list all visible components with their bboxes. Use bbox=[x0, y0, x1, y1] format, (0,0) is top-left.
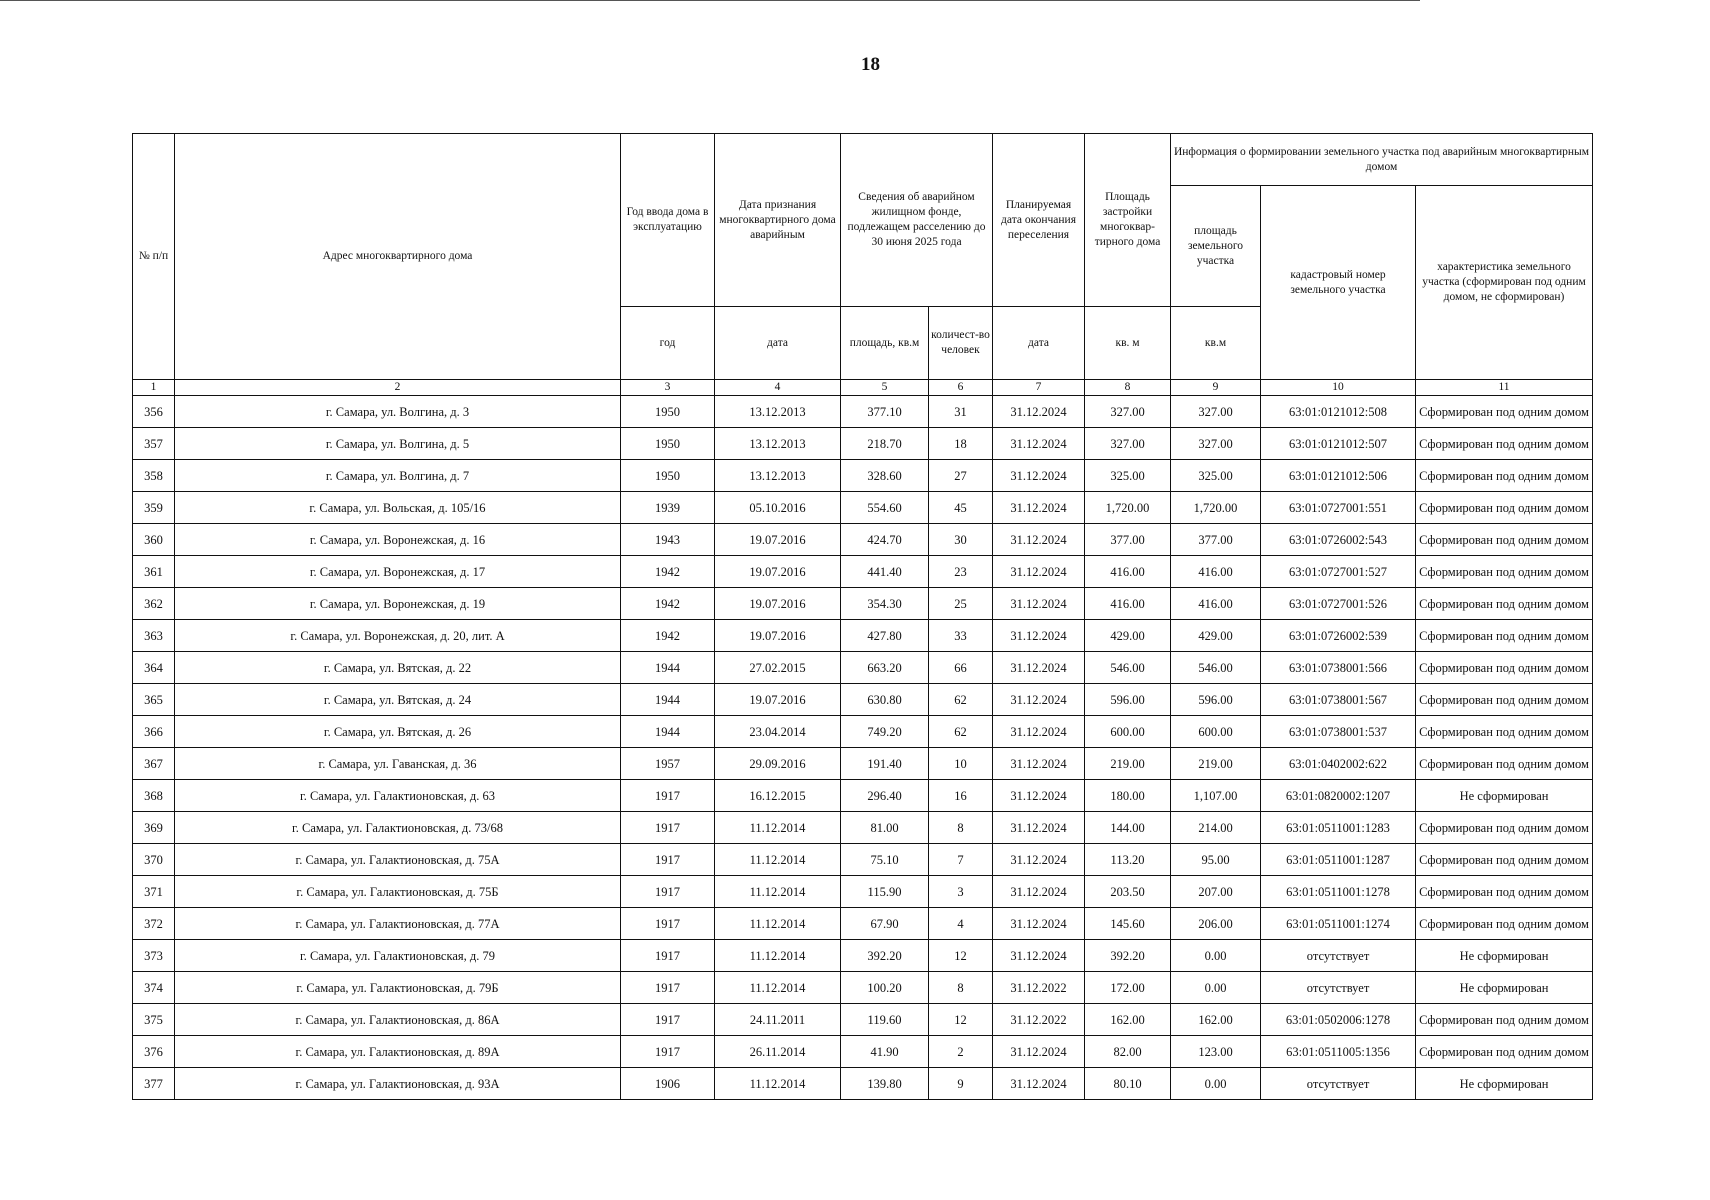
year-cell: 1942 bbox=[621, 588, 715, 620]
year-cell: 1917 bbox=[621, 940, 715, 972]
date-cell: 13.12.2013 bbox=[715, 428, 841, 460]
building-area-cell: 327.00 bbox=[1085, 428, 1171, 460]
land-area-cell: 327.00 bbox=[1171, 396, 1261, 428]
characteristic-cell: Сформирован под одним домом bbox=[1416, 460, 1593, 492]
cadastral-cell: 63:01:0727001:527 bbox=[1261, 556, 1416, 588]
year-cell: 1950 bbox=[621, 460, 715, 492]
row-number: 369 bbox=[133, 812, 175, 844]
people-cell: 25 bbox=[929, 588, 993, 620]
building-area-cell: 416.00 bbox=[1085, 556, 1171, 588]
column-number: 5 bbox=[841, 380, 929, 396]
area-cell: 67.90 bbox=[841, 908, 929, 940]
cadastral-cell: 63:01:0738001:567 bbox=[1261, 684, 1416, 716]
area-cell: 554.60 bbox=[841, 492, 929, 524]
characteristic-cell: Сформирован под одним домом bbox=[1416, 684, 1593, 716]
table-row bbox=[133, 684, 1593, 716]
header-unit-sqm: кв. м bbox=[1085, 307, 1171, 380]
table-row bbox=[133, 908, 1593, 940]
land-area-cell: 416.00 bbox=[1171, 556, 1261, 588]
address-cell: г. Самара, ул. Галактионовская, д. 73/68 bbox=[175, 812, 621, 844]
people-cell: 12 bbox=[929, 1004, 993, 1036]
address-cell: г. Самара, ул. Вятская, д. 24 bbox=[175, 684, 621, 716]
area-cell: 41.90 bbox=[841, 1036, 929, 1068]
land-area-cell: 0.00 bbox=[1171, 940, 1261, 972]
land-area-cell: 325.00 bbox=[1171, 460, 1261, 492]
characteristic-cell: Сформирован под одним домом bbox=[1416, 428, 1593, 460]
area-cell: 427.80 bbox=[841, 620, 929, 652]
table-row bbox=[133, 812, 1593, 844]
header-unit-date2: дата bbox=[993, 307, 1085, 380]
date-cell: 19.07.2016 bbox=[715, 556, 841, 588]
date-cell: 19.07.2016 bbox=[715, 684, 841, 716]
page-number: 18 bbox=[861, 54, 880, 75]
date-cell: 11.12.2014 bbox=[715, 876, 841, 908]
table-row bbox=[133, 1004, 1593, 1036]
characteristic-cell: Сформирован под одним домом bbox=[1416, 556, 1593, 588]
land-area-cell: 1,107.00 bbox=[1171, 780, 1261, 812]
land-area-cell: 600.00 bbox=[1171, 716, 1261, 748]
table-row bbox=[133, 588, 1593, 620]
cadastral-cell: 63:01:0726002:543 bbox=[1261, 524, 1416, 556]
building-area-cell: 392.20 bbox=[1085, 940, 1171, 972]
land-area-cell: 416.00 bbox=[1171, 588, 1261, 620]
planned-date-cell: 31.12.2024 bbox=[993, 844, 1085, 876]
date-cell: 19.07.2016 bbox=[715, 588, 841, 620]
year-cell: 1943 bbox=[621, 524, 715, 556]
header-planned-end: Планируемая дата окончания переселения bbox=[993, 134, 1085, 307]
year-cell: 1944 bbox=[621, 652, 715, 684]
date-cell: 11.12.2014 bbox=[715, 908, 841, 940]
planned-date-cell: 31.12.2024 bbox=[993, 1068, 1085, 1100]
cadastral-cell: 63:01:0511001:1283 bbox=[1261, 812, 1416, 844]
row-number: 360 bbox=[133, 524, 175, 556]
building-area-cell: 596.00 bbox=[1085, 684, 1171, 716]
cadastral-cell: 63:01:0820002:1207 bbox=[1261, 780, 1416, 812]
planned-date-cell: 31.12.2024 bbox=[993, 780, 1085, 812]
planned-date-cell: 31.12.2022 bbox=[993, 1004, 1085, 1036]
cadastral-cell: 63:01:0502006:1278 bbox=[1261, 1004, 1416, 1036]
characteristic-cell: Сформирован под одним домом bbox=[1416, 652, 1593, 684]
date-cell: 11.12.2014 bbox=[715, 940, 841, 972]
building-area-cell: 219.00 bbox=[1085, 748, 1171, 780]
characteristic-cell: Не сформирован bbox=[1416, 1068, 1593, 1100]
date-cell: 27.02.2015 bbox=[715, 652, 841, 684]
address-cell: г. Самара, ул. Волгина, д. 7 bbox=[175, 460, 621, 492]
header-number: № п/п bbox=[133, 134, 175, 380]
characteristic-cell: Не сформирован bbox=[1416, 780, 1593, 812]
building-area-cell: 80.10 bbox=[1085, 1068, 1171, 1100]
land-area-cell: 95.00 bbox=[1171, 844, 1261, 876]
column-number: 9 bbox=[1171, 380, 1261, 396]
people-cell: 16 bbox=[929, 780, 993, 812]
building-area-cell: 325.00 bbox=[1085, 460, 1171, 492]
building-area-cell: 546.00 bbox=[1085, 652, 1171, 684]
year-cell: 1942 bbox=[621, 556, 715, 588]
planned-date-cell: 31.12.2024 bbox=[993, 1036, 1085, 1068]
table-row bbox=[133, 748, 1593, 780]
address-cell: г. Самара, ул. Волгина, д. 3 bbox=[175, 396, 621, 428]
emergency-housing-table bbox=[132, 133, 1593, 1100]
row-number: 366 bbox=[133, 716, 175, 748]
address-cell: г. Самара, ул. Галактионовская, д. 79Б bbox=[175, 972, 621, 1004]
building-area-cell: 162.00 bbox=[1085, 1004, 1171, 1036]
building-area-cell: 327.00 bbox=[1085, 396, 1171, 428]
row-number: 373 bbox=[133, 940, 175, 972]
planned-date-cell: 31.12.2024 bbox=[993, 716, 1085, 748]
planned-date-cell: 31.12.2024 bbox=[993, 588, 1085, 620]
table-row bbox=[133, 972, 1593, 1004]
land-area-cell: 219.00 bbox=[1171, 748, 1261, 780]
row-number: 364 bbox=[133, 652, 175, 684]
land-area-cell: 377.00 bbox=[1171, 524, 1261, 556]
area-cell: 119.60 bbox=[841, 1004, 929, 1036]
address-cell: г. Самара, ул. Вятская, д. 22 bbox=[175, 652, 621, 684]
characteristic-cell: Не сформирован bbox=[1416, 940, 1593, 972]
header-unit-year: год bbox=[621, 307, 715, 380]
people-cell: 23 bbox=[929, 556, 993, 588]
people-cell: 3 bbox=[929, 876, 993, 908]
characteristic-cell: Сформирован под одним домом bbox=[1416, 1036, 1593, 1068]
column-number-row bbox=[133, 380, 1593, 396]
characteristic-cell: Сформирован под одним домом bbox=[1416, 396, 1593, 428]
date-cell: 05.10.2016 bbox=[715, 492, 841, 524]
date-cell: 16.12.2015 bbox=[715, 780, 841, 812]
header-land-info: Информация о формировании земельного участка под аварийным многоквартирным домом bbox=[1171, 134, 1593, 186]
row-number: 358 bbox=[133, 460, 175, 492]
column-number: 1 bbox=[133, 380, 175, 396]
header-unit-people: количест-во человек bbox=[929, 307, 993, 380]
planned-date-cell: 31.12.2024 bbox=[993, 940, 1085, 972]
table-row bbox=[133, 652, 1593, 684]
building-area-cell: 203.50 bbox=[1085, 876, 1171, 908]
building-area-cell: 144.00 bbox=[1085, 812, 1171, 844]
row-number: 356 bbox=[133, 396, 175, 428]
planned-date-cell: 31.12.2024 bbox=[993, 524, 1085, 556]
cadastral-cell: отсутствует bbox=[1261, 940, 1416, 972]
cadastral-cell: 63:01:0738001:537 bbox=[1261, 716, 1416, 748]
page-top-rule bbox=[0, 0, 1420, 1]
people-cell: 62 bbox=[929, 684, 993, 716]
building-area-cell: 1,720.00 bbox=[1085, 492, 1171, 524]
year-cell: 1917 bbox=[621, 908, 715, 940]
row-number: 372 bbox=[133, 908, 175, 940]
address-cell: г. Самара, ул. Галактионовская, д. 77А bbox=[175, 908, 621, 940]
cadastral-cell: 63:01:0511001:1287 bbox=[1261, 844, 1416, 876]
header-building-area: Площадь застройки многоквар-тирного дома bbox=[1085, 134, 1171, 307]
characteristic-cell: Сформирован под одним домом bbox=[1416, 908, 1593, 940]
cadastral-cell: отсутствует bbox=[1261, 1068, 1416, 1100]
people-cell: 4 bbox=[929, 908, 993, 940]
year-cell: 1917 bbox=[621, 844, 715, 876]
building-area-cell: 82.00 bbox=[1085, 1036, 1171, 1068]
characteristic-cell: Не сформирован bbox=[1416, 972, 1593, 1004]
address-cell: г. Самара, ул. Галактионовская, д. 86А bbox=[175, 1004, 621, 1036]
row-number: 361 bbox=[133, 556, 175, 588]
row-number: 368 bbox=[133, 780, 175, 812]
column-number: 4 bbox=[715, 380, 841, 396]
date-cell: 11.12.2014 bbox=[715, 812, 841, 844]
column-number: 6 bbox=[929, 380, 993, 396]
row-number: 377 bbox=[133, 1068, 175, 1100]
address-cell: г. Самара, ул. Галактионовская, д. 63 bbox=[175, 780, 621, 812]
date-cell: 13.12.2013 bbox=[715, 460, 841, 492]
building-area-cell: 377.00 bbox=[1085, 524, 1171, 556]
table-row bbox=[133, 492, 1593, 524]
area-cell: 424.70 bbox=[841, 524, 929, 556]
table-row bbox=[133, 556, 1593, 588]
building-area-cell: 429.00 bbox=[1085, 620, 1171, 652]
cadastral-cell: 63:01:0726002:539 bbox=[1261, 620, 1416, 652]
people-cell: 66 bbox=[929, 652, 993, 684]
column-number: 3 bbox=[621, 380, 715, 396]
table-body bbox=[133, 396, 1593, 1100]
row-number: 357 bbox=[133, 428, 175, 460]
date-cell: 19.07.2016 bbox=[715, 524, 841, 556]
people-cell: 33 bbox=[929, 620, 993, 652]
row-number: 365 bbox=[133, 684, 175, 716]
row-number: 371 bbox=[133, 876, 175, 908]
cadastral-cell: 63:01:0511005:1356 bbox=[1261, 1036, 1416, 1068]
characteristic-cell: Сформирован под одним домом bbox=[1416, 748, 1593, 780]
characteristic-cell: Сформирован под одним домом bbox=[1416, 524, 1593, 556]
people-cell: 10 bbox=[929, 748, 993, 780]
address-cell: г. Самара, ул. Воронежская, д. 20, лит. А bbox=[175, 620, 621, 652]
address-cell: г. Самара, ул. Воронежская, д. 17 bbox=[175, 556, 621, 588]
date-cell: 11.12.2014 bbox=[715, 844, 841, 876]
table-row bbox=[133, 716, 1593, 748]
year-cell: 1957 bbox=[621, 748, 715, 780]
area-cell: 296.40 bbox=[841, 780, 929, 812]
area-cell: 100.20 bbox=[841, 972, 929, 1004]
row-number: 367 bbox=[133, 748, 175, 780]
year-cell: 1917 bbox=[621, 876, 715, 908]
header-address: Адрес многоквартирного дома bbox=[175, 134, 621, 380]
people-cell: 12 bbox=[929, 940, 993, 972]
date-cell: 19.07.2016 bbox=[715, 620, 841, 652]
people-cell: 2 bbox=[929, 1036, 993, 1068]
planned-date-cell: 31.12.2024 bbox=[993, 460, 1085, 492]
address-cell: г. Самара, ул. Галактионовская, д. 79 bbox=[175, 940, 621, 972]
planned-date-cell: 31.12.2024 bbox=[993, 428, 1085, 460]
table-row bbox=[133, 620, 1593, 652]
planned-date-cell: 31.12.2024 bbox=[993, 396, 1085, 428]
cadastral-cell: отсутствует bbox=[1261, 972, 1416, 1004]
row-number: 375 bbox=[133, 1004, 175, 1036]
area-cell: 749.20 bbox=[841, 716, 929, 748]
address-cell: г. Самара, ул. Воронежская, д. 16 bbox=[175, 524, 621, 556]
date-cell: 26.11.2014 bbox=[715, 1036, 841, 1068]
address-cell: г. Самара, ул. Вятская, д. 26 bbox=[175, 716, 621, 748]
address-cell: г. Самара, ул. Гаванская, д. 36 bbox=[175, 748, 621, 780]
planned-date-cell: 31.12.2024 bbox=[993, 876, 1085, 908]
people-cell: 27 bbox=[929, 460, 993, 492]
header-emergency-info: Сведения об аварийном жилищном фонде, подлежащем расселению до 30 июня 2025 года bbox=[841, 134, 993, 307]
planned-date-cell: 31.12.2024 bbox=[993, 684, 1085, 716]
cadastral-cell: 63:01:0121012:506 bbox=[1261, 460, 1416, 492]
area-cell: 191.40 bbox=[841, 748, 929, 780]
building-area-cell: 145.60 bbox=[1085, 908, 1171, 940]
date-cell: 24.11.2011 bbox=[715, 1004, 841, 1036]
row-number: 363 bbox=[133, 620, 175, 652]
cadastral-cell: 63:01:0727001:551 bbox=[1261, 492, 1416, 524]
planned-date-cell: 31.12.2022 bbox=[993, 972, 1085, 1004]
people-cell: 62 bbox=[929, 716, 993, 748]
people-cell: 45 bbox=[929, 492, 993, 524]
area-cell: 663.20 bbox=[841, 652, 929, 684]
year-cell: 1944 bbox=[621, 716, 715, 748]
area-cell: 218.70 bbox=[841, 428, 929, 460]
column-number: 2 bbox=[175, 380, 621, 396]
cadastral-cell: 63:01:0121012:508 bbox=[1261, 396, 1416, 428]
land-area-cell: 123.00 bbox=[1171, 1036, 1261, 1068]
address-cell: г. Самара, ул. Воронежская, д. 19 bbox=[175, 588, 621, 620]
land-area-cell: 546.00 bbox=[1171, 652, 1261, 684]
area-cell: 75.10 bbox=[841, 844, 929, 876]
cadastral-cell: 63:01:0511001:1278 bbox=[1261, 876, 1416, 908]
area-cell: 377.10 bbox=[841, 396, 929, 428]
header-unit-area: площадь, кв.м bbox=[841, 307, 929, 380]
people-cell: 9 bbox=[929, 1068, 993, 1100]
area-cell: 392.20 bbox=[841, 940, 929, 972]
year-cell: 1917 bbox=[621, 972, 715, 1004]
people-cell: 8 bbox=[929, 972, 993, 1004]
table-row bbox=[133, 460, 1593, 492]
planned-date-cell: 31.12.2024 bbox=[993, 556, 1085, 588]
planned-date-cell: 31.12.2024 bbox=[993, 748, 1085, 780]
date-cell: 11.12.2014 bbox=[715, 1068, 841, 1100]
table-row bbox=[133, 1036, 1593, 1068]
address-cell: г. Самара, ул. Волгина, д. 5 bbox=[175, 428, 621, 460]
row-number: 374 bbox=[133, 972, 175, 1004]
year-cell: 1917 bbox=[621, 812, 715, 844]
cadastral-cell: 63:01:0511001:1274 bbox=[1261, 908, 1416, 940]
column-number: 7 bbox=[993, 380, 1085, 396]
building-area-cell: 600.00 bbox=[1085, 716, 1171, 748]
land-area-cell: 1,720.00 bbox=[1171, 492, 1261, 524]
land-area-cell: 596.00 bbox=[1171, 684, 1261, 716]
planned-date-cell: 31.12.2024 bbox=[993, 812, 1085, 844]
area-cell: 115.90 bbox=[841, 876, 929, 908]
header-characteristic: характеристика земельного участка (сформирован под одним домом, не сформирован) bbox=[1416, 186, 1593, 380]
land-area-cell: 162.00 bbox=[1171, 1004, 1261, 1036]
column-number: 8 bbox=[1085, 380, 1171, 396]
table-row bbox=[133, 844, 1593, 876]
year-cell: 1944 bbox=[621, 684, 715, 716]
building-area-cell: 416.00 bbox=[1085, 588, 1171, 620]
address-cell: г. Самара, ул. Вольская, д. 105/16 bbox=[175, 492, 621, 524]
header-year-built: Год ввода дома в эксплуатацию bbox=[621, 134, 715, 307]
planned-date-cell: 31.12.2024 bbox=[993, 620, 1085, 652]
table-row bbox=[133, 1068, 1593, 1100]
planned-date-cell: 31.12.2024 bbox=[993, 908, 1085, 940]
date-cell: 23.04.2014 bbox=[715, 716, 841, 748]
year-cell: 1942 bbox=[621, 620, 715, 652]
column-number: 11 bbox=[1416, 380, 1593, 396]
address-cell: г. Самара, ул. Галактионовская, д. 75Б bbox=[175, 876, 621, 908]
row-number: 362 bbox=[133, 588, 175, 620]
land-area-cell: 0.00 bbox=[1171, 1068, 1261, 1100]
table-row bbox=[133, 428, 1593, 460]
people-cell: 7 bbox=[929, 844, 993, 876]
row-number: 370 bbox=[133, 844, 175, 876]
table-row bbox=[133, 396, 1593, 428]
characteristic-cell: Сформирован под одним домом bbox=[1416, 492, 1593, 524]
row-number: 376 bbox=[133, 1036, 175, 1068]
row-number: 359 bbox=[133, 492, 175, 524]
year-cell: 1939 bbox=[621, 492, 715, 524]
people-cell: 8 bbox=[929, 812, 993, 844]
area-cell: 139.80 bbox=[841, 1068, 929, 1100]
characteristic-cell: Сформирован под одним домом bbox=[1416, 620, 1593, 652]
characteristic-cell: Сформирован под одним домом bbox=[1416, 716, 1593, 748]
header-cadastral: кадастровый номер земельного участка bbox=[1261, 186, 1416, 380]
year-cell: 1950 bbox=[621, 428, 715, 460]
characteristic-cell: Сформирован под одним домом bbox=[1416, 1004, 1593, 1036]
address-cell: г. Самара, ул. Галактионовская, д. 93А bbox=[175, 1068, 621, 1100]
planned-date-cell: 31.12.2024 bbox=[993, 492, 1085, 524]
people-cell: 18 bbox=[929, 428, 993, 460]
building-area-cell: 180.00 bbox=[1085, 780, 1171, 812]
land-area-cell: 0.00 bbox=[1171, 972, 1261, 1004]
header-date-recognized: Дата признания многоквартирного дома аварийным bbox=[715, 134, 841, 307]
cadastral-cell: 63:01:0121012:507 bbox=[1261, 428, 1416, 460]
people-cell: 31 bbox=[929, 396, 993, 428]
cadastral-cell: 63:01:0402002:622 bbox=[1261, 748, 1416, 780]
land-area-cell: 429.00 bbox=[1171, 620, 1261, 652]
year-cell: 1950 bbox=[621, 396, 715, 428]
year-cell: 1917 bbox=[621, 1004, 715, 1036]
header-land-area: площадь земельного участка bbox=[1171, 186, 1261, 307]
cadastral-cell: 63:01:0727001:526 bbox=[1261, 588, 1416, 620]
year-cell: 1917 bbox=[621, 1036, 715, 1068]
table-row bbox=[133, 780, 1593, 812]
land-area-cell: 207.00 bbox=[1171, 876, 1261, 908]
date-cell: 13.12.2013 bbox=[715, 396, 841, 428]
characteristic-cell: Сформирован под одним домом bbox=[1416, 876, 1593, 908]
year-cell: 1917 bbox=[621, 780, 715, 812]
area-cell: 81.00 bbox=[841, 812, 929, 844]
area-cell: 441.40 bbox=[841, 556, 929, 588]
table-row bbox=[133, 524, 1593, 556]
land-area-cell: 327.00 bbox=[1171, 428, 1261, 460]
header-unit-sqm2: кв.м bbox=[1171, 307, 1261, 380]
people-cell: 30 bbox=[929, 524, 993, 556]
land-area-cell: 206.00 bbox=[1171, 908, 1261, 940]
address-cell: г. Самара, ул. Галактионовская, д. 89А bbox=[175, 1036, 621, 1068]
table-row bbox=[133, 940, 1593, 972]
land-area-cell: 214.00 bbox=[1171, 812, 1261, 844]
building-area-cell: 113.20 bbox=[1085, 844, 1171, 876]
date-cell: 29.09.2016 bbox=[715, 748, 841, 780]
date-cell: 11.12.2014 bbox=[715, 972, 841, 1004]
characteristic-cell: Сформирован под одним домом bbox=[1416, 844, 1593, 876]
area-cell: 630.80 bbox=[841, 684, 929, 716]
characteristic-cell: Сформирован под одним домом bbox=[1416, 588, 1593, 620]
column-number: 10 bbox=[1261, 380, 1416, 396]
area-cell: 354.30 bbox=[841, 588, 929, 620]
address-cell: г. Самара, ул. Галактионовская, д. 75А bbox=[175, 844, 621, 876]
planned-date-cell: 31.12.2024 bbox=[993, 652, 1085, 684]
characteristic-cell: Сформирован под одним домом bbox=[1416, 812, 1593, 844]
area-cell: 328.60 bbox=[841, 460, 929, 492]
building-area-cell: 172.00 bbox=[1085, 972, 1171, 1004]
table-row bbox=[133, 876, 1593, 908]
year-cell: 1906 bbox=[621, 1068, 715, 1100]
cadastral-cell: 63:01:0738001:566 bbox=[1261, 652, 1416, 684]
header-unit-date: дата bbox=[715, 307, 841, 380]
